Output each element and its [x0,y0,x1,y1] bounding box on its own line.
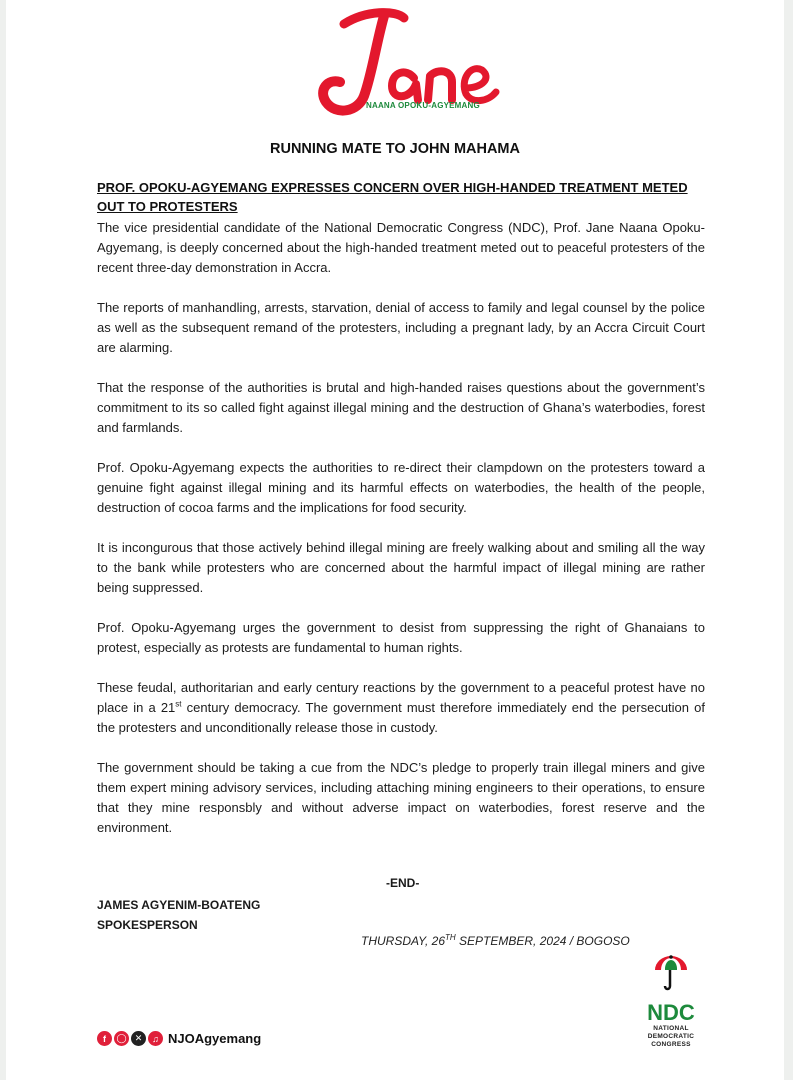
signer-title: SPOKESPERSON [97,918,198,932]
page-heading: RUNNING MATE TO JOHN MAHAMA [270,141,520,157]
paragraph: That the response of the authorities is brutal and high-handed raises questions about the government’s commitment to its so called fight against illegal mining and the destruction of Ghana’s waterbodies, forest and farmlands. [97,380,705,435]
signature-block [97,895,260,935]
signer-name: JAMES AGYENIM-BOATENG [97,898,261,912]
ordinal-suffix: st [175,699,182,709]
ndc-line1: NATIONAL [653,1025,689,1032]
social-handle[interactable]: NJOAgyemang [168,1031,262,1046]
x-icon[interactable]: ✕ [131,1031,146,1046]
ndc-logo [631,952,711,1049]
facebook-icon[interactable]: f [97,1031,112,1046]
social-handles [97,1031,261,1046]
tiktok-icon[interactable]: ♫ [148,1031,163,1046]
ndc-acronym: NDC [647,1000,695,1025]
paragraph [97,678,705,738]
press-release-body [97,218,705,858]
paragraph: It is incongurous that those actively behind illegal mining are freely walking about and smiling all the way to the bank while protesters who are concerned about the harmful impact of illegal mining are rather being suppressed. [97,540,705,595]
press-release-headline: PROF. OPOKU-AGYEMANG EXPRESSES CONCERN OVER HIGH-HANDED TREATMENT METED OUT TO PROTESTERS [97,180,688,214]
end-marker: -END- [386,876,420,890]
press-release-page [6,0,784,1080]
paragraph: The reports of manhandling, arrests, starvation, denial of access to family and legal counsel by the police as well as the subsequent remand of the protesters, including a pregnant lady, by an Accra Circuit Court are alarming. [97,300,705,355]
ndc-line3: CONGRESS [651,1041,691,1048]
date-text: THURSDAY, 26 [361,934,446,948]
paragraph: The government should be taking a cue from the NDC’s pledge to properly train illegal miners and give them expert mining advisory services, including attaching mining engineers to their operations, to ensure that they mine responsbly and without adverse impact on waterbodies, forest reserve and the environment. [97,760,705,835]
instagram-icon[interactable]: ◯ [114,1031,129,1046]
date-line [361,934,630,948]
logo-tagline: NAANA OPOKU-AGYEMANG [366,101,480,110]
paragraph: The vice presidential candidate of the National Democratic Congress (NDC), Prof. Jane Naana Opoku-Agyemang, is deeply concerned about the high-handed treatment meted out to peaceful protesters of the recent three-day demonstration in Accra. [97,220,705,275]
umbrella-icon [651,952,691,994]
date-text: SEPTEMBER, 2024 / BOGOSO [455,934,630,948]
paragraph-text: century democracy. The government must therefore immediately end the persecution of the protesters and unconditionally release those in custody. [97,700,705,735]
paragraph: Prof. Opoku-Agyemang expects the authorities to re-direct their clampdown on the protesters toward a genuine fight against illegal mining and its harmful effects on waterbodies, the health of the people, destruction of cocoa farms and the implications for food security. [97,460,705,515]
paragraph: Prof. Opoku-Agyemang urges the government to desist from suppressing the right of Ghanaians to protest, especially as protests are fundamental to human rights. [97,620,705,655]
date-suffix: TH [445,933,456,942]
ndc-line2: DEMOCRATIC [647,1033,695,1040]
paragraph-text: These feudal, authoritarian and early century reactions by the government to a peaceful protest have no place in a 21 [97,680,705,715]
